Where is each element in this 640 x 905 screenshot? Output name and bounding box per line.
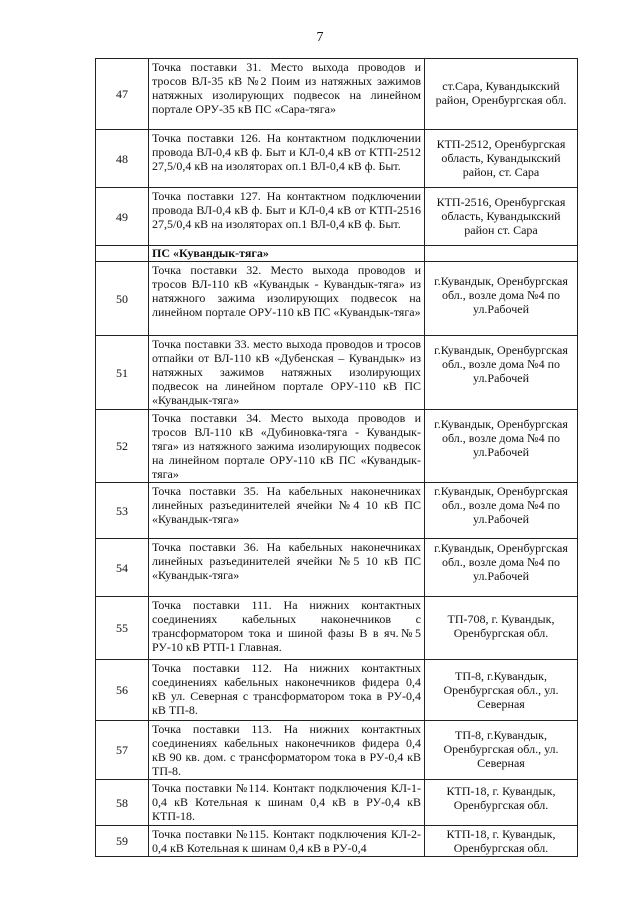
delivery-point-address: ТП-708, г. Кувандык, Оренбургская обл. bbox=[425, 597, 578, 660]
table-row bbox=[96, 262, 578, 336]
row-number: 56 bbox=[96, 660, 149, 721]
table-row bbox=[96, 721, 578, 780]
delivery-point-description: Точка поставки №114. Контакт подключения КЛ-1-0,4 кВ Котельная к шинам 0,4 кВ в РУ-0,4 кВ КТП-18. bbox=[149, 780, 425, 826]
delivery-point-address: ст.Сара, Кувандыкский район, Оренбургская обл. bbox=[425, 59, 578, 130]
delivery-point-description: Точка поставки 33. место выхода проводов и тросов отпайки от ВЛ-110 кВ «Дубенская – Кувандык» из натяжных зажимов натяжных изолирующих подвесок на линейном портале ОРУ-110 кВ ПС «Кувандык-тяга» bbox=[149, 336, 425, 410]
delivery-point-address: ТП-8, г.Кувандык, Оренбургская обл., ул. Северная bbox=[425, 721, 578, 780]
delivery-point-address: г.Кувандык, Оренбургская обл., возле дома №4 по ул.Рабочей bbox=[425, 410, 578, 483]
row-number: 53 bbox=[96, 483, 149, 539]
delivery-point-description: Точка поставки 32. Место выхода проводов и тросов ВЛ-110 кВ «Кувандык - Кувандык-тяга» из натяжного зажима изолирующих подвесок на линейном портале ОРУ-110 кВ ПС «Кувандык-тяга» bbox=[149, 262, 425, 336]
table-row bbox=[96, 826, 578, 857]
row-number: 54 bbox=[96, 539, 149, 597]
row-number: 47 bbox=[96, 59, 149, 130]
delivery-point-address: КТП-2512, Оренбургская область, Кувандыкский район, ст. Сара bbox=[425, 130, 578, 188]
table-row bbox=[96, 410, 578, 483]
table-row bbox=[96, 660, 578, 721]
row-number: 58 bbox=[96, 780, 149, 826]
section-title: ПС «Кувандык-тяга» bbox=[149, 246, 425, 262]
delivery-point-address: г.Кувандык, Оренбургская обл., возле дома №4 по ул.Рабочей bbox=[425, 262, 578, 336]
row-number: 59 bbox=[96, 826, 149, 857]
row-number: 50 bbox=[96, 262, 149, 336]
delivery-point-description: Точка поставки 111. На нижних контактных соединениях кабельных наконечников с трансформатором тока и шиной фазы В в яч.№5 РУ-10 кВ РТП-1 Главная. bbox=[149, 597, 425, 660]
delivery-point-address: г.Кувандык, Оренбургская обл., возле дома №4 по ул.Рабочей bbox=[425, 483, 578, 539]
section-number-cell bbox=[96, 246, 149, 262]
delivery-point-description: Точка поставки №115. Контакт подключения КЛ-2-0,4 кВ Котельная к шинам 0,4 кВ в РУ-0,4 bbox=[149, 826, 425, 857]
section-address-cell bbox=[425, 246, 578, 262]
table-row bbox=[96, 336, 578, 410]
delivery-point-address: г.Кувандык, Оренбургская обл., возле дома №4 по ул.Рабочей bbox=[425, 539, 578, 597]
delivery-point-description: Точка поставки 112. На нижних контактных соединениях кабельных наконечников фидера 0,4 кВ ул. Северная с трансформатором тока в РУ-0,4 кВ ТП-8. bbox=[149, 660, 425, 721]
delivery-point-description: Точка поставки 34. Место выхода проводов и тросов ВЛ-110 кВ «Дубиновка-тяга - Кувандык-тяга» из натяжного зажима изолирующих подвесок на линейном портале ОРУ-110 кВ ПС «Кувандык-тяга» bbox=[149, 410, 425, 483]
delivery-point-address: КТП-18, г. Кувандык, Оренбургская обл. bbox=[425, 826, 578, 857]
delivery-point-description: Точка поставки 113. На нижних контактных соединениях кабельных наконечников фидера 0,4 кВ 90 кв. дом. с трансформатором тока в РУ-0,4 кВ ТП-8. bbox=[149, 721, 425, 780]
delivery-point-description: Точка поставки 31. Место выхода проводов и тросов ВЛ-35 кВ №2 Поим из натяжных зажимов натяжных изолирующих подвесок на линейном портале ОРУ-35 кВ ПС «Сара-тяга» bbox=[149, 59, 425, 130]
section-row bbox=[96, 246, 578, 262]
row-number: 51 bbox=[96, 336, 149, 410]
delivery-point-address: г.Кувандык, Оренбургская обл., возле дома №4 по ул.Рабочей bbox=[425, 336, 578, 410]
table-row bbox=[96, 59, 578, 130]
row-number: 55 bbox=[96, 597, 149, 660]
row-number: 57 bbox=[96, 721, 149, 780]
delivery-point-description: Точка поставки 127. На контактном подключении провода ВЛ-0,4 кВ ф. Быт и КЛ-0,4 кВ от КТП-2516 27,5/0,4 кВ на изоляторах оп.1 ВЛ-0,4 кВ ф. Быт. bbox=[149, 188, 425, 246]
delivery-points-table bbox=[95, 58, 578, 857]
delivery-point-address: ТП-8, г.Кувандык, Оренбургская обл., ул. Северная bbox=[425, 660, 578, 721]
delivery-point-description: Точка поставки 126. На контактном подключении провода ВЛ-0,4 кВ ф. Быт и КЛ-0,4 кВ от КТП-2512 27,5/0,4 кВ на изоляторах оп.1 ВЛ-0,4 кВ ф. Быт. bbox=[149, 130, 425, 188]
table-row bbox=[96, 597, 578, 660]
row-number: 52 bbox=[96, 410, 149, 483]
delivery-point-description: Точка поставки 35. На кабельных наконечниках линейных разъединителей ячейки №4 10 кВ ПС «Кувандык-тяга» bbox=[149, 483, 425, 539]
row-number: 48 bbox=[96, 130, 149, 188]
delivery-point-address: КТП-2516, Оренбургская область, Кувандыкский район ст. Сара bbox=[425, 188, 578, 246]
table-row bbox=[96, 780, 578, 826]
page-number: 7 bbox=[316, 30, 324, 45]
delivery-point-address: КТП-18, г. Кувандык, Оренбургская обл. bbox=[425, 780, 578, 826]
table-row bbox=[96, 188, 578, 246]
table-row bbox=[96, 483, 578, 539]
row-number: 49 bbox=[96, 188, 149, 246]
delivery-point-description: Точка поставки 36. На кабельных наконечниках линейных разъединителей ячейки №5 10 кВ ПС «Кувандык-тяга» bbox=[149, 539, 425, 597]
table-row bbox=[96, 130, 578, 188]
table-row bbox=[96, 539, 578, 597]
